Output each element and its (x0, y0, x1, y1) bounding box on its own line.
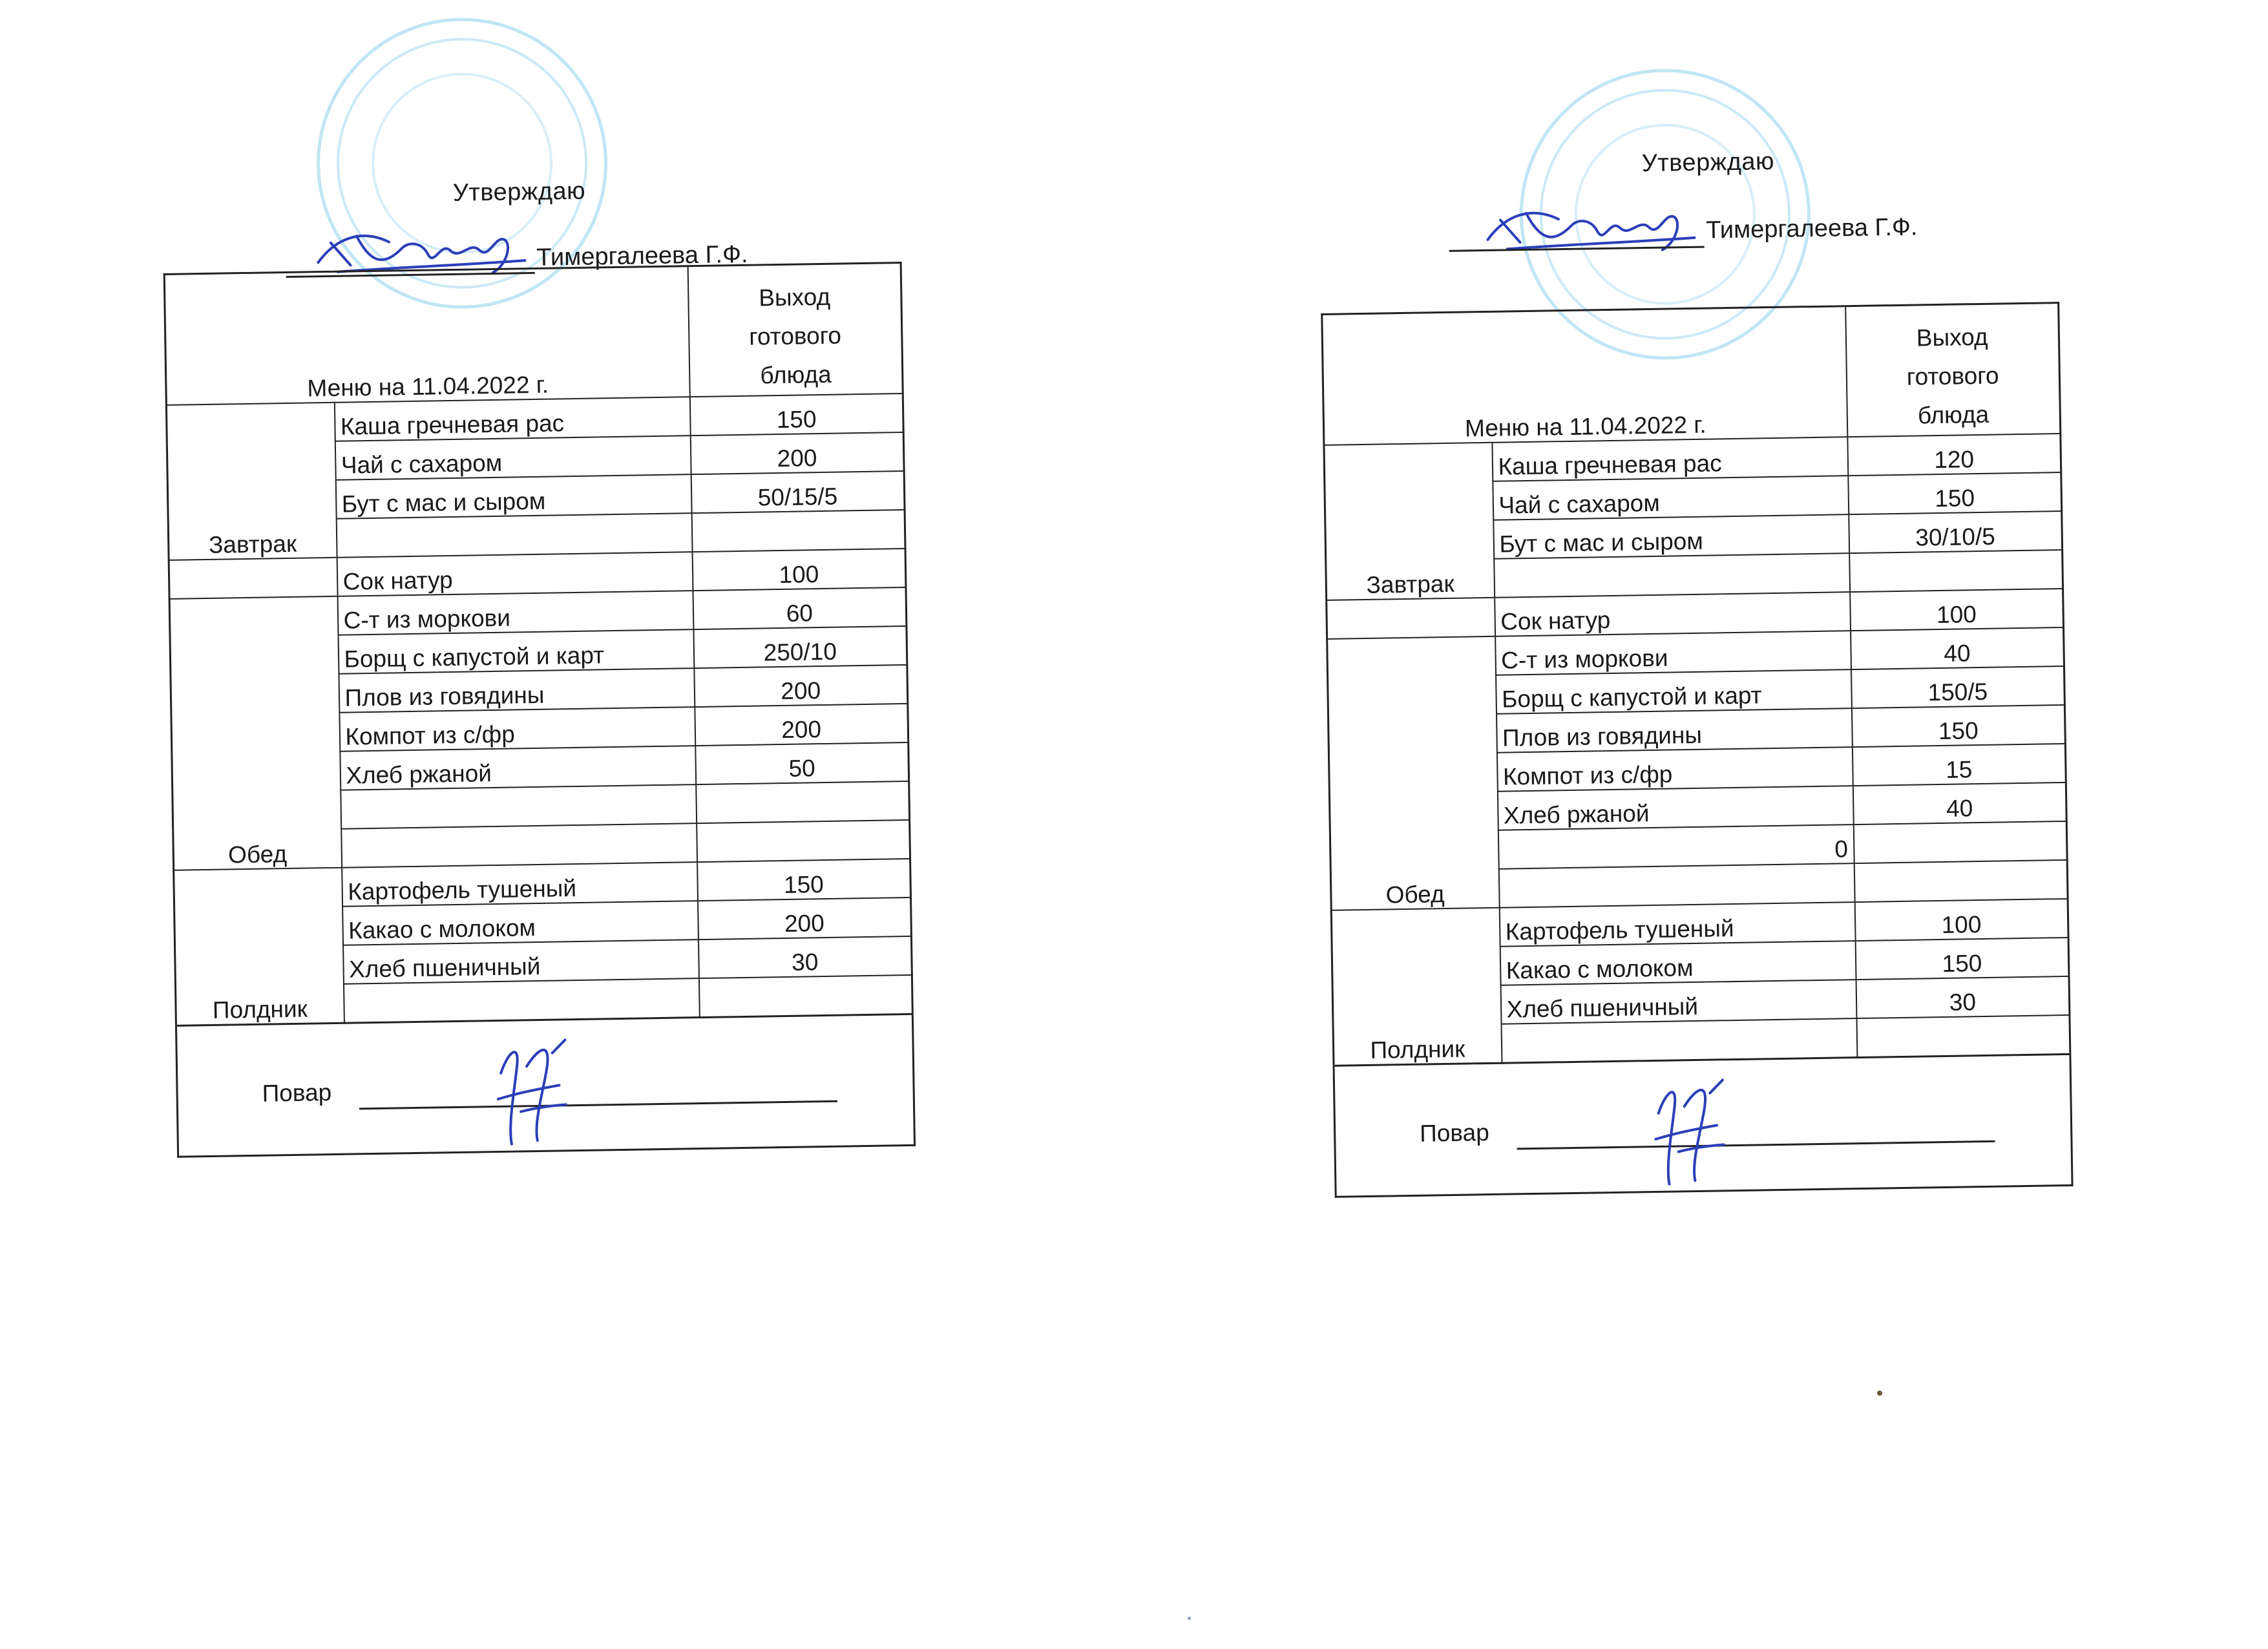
dish-name (341, 784, 697, 829)
dish-name: Чай с сахаром (335, 436, 691, 480)
dish-yield: 200 (695, 704, 908, 746)
meal-name (169, 558, 337, 599)
dish-yield: 120 (1847, 434, 2061, 476)
dish-yield: 150 (1855, 938, 2069, 980)
approval-block (1318, 127, 2057, 320)
dish-name: Плов из говядины (339, 668, 695, 713)
dish-name: Чай с сахаром (1493, 476, 1849, 520)
dish-name: Хлеб ржаной (340, 746, 696, 790)
paper-speck (1188, 1617, 1191, 1620)
approver-name: Тимергалеева Г.Ф. (1705, 213, 1918, 244)
dish-yield (1856, 1015, 2070, 1058)
dish-yield: 150/5 (1851, 666, 2065, 708)
menu-sheet-right (1318, 127, 2072, 1198)
dish-name (341, 823, 697, 868)
yield-header-line: блюда (1917, 401, 1990, 429)
meal-name: Полдник (1331, 908, 1502, 1066)
dish-name: Каша гречневая рас (334, 397, 690, 441)
cook-signature (481, 1027, 573, 1157)
dish-name: Сок натур (1495, 592, 1851, 636)
dish-name: Борщ с капустой и карт (338, 629, 694, 674)
dish-yield: 40 (1851, 627, 2064, 669)
dish-name (1501, 1018, 1857, 1063)
yield-header-line: готового (1906, 362, 1999, 390)
dish-yield: 30 (1856, 976, 2070, 1018)
cook-row (176, 1014, 914, 1157)
dish-yield (1849, 550, 2063, 592)
menu-title: Меню на 11.04.2022 г. (164, 266, 689, 405)
cook-signature-line (359, 1100, 837, 1110)
dish-yield: 50/15/5 (691, 471, 905, 513)
cook-label: Повар (262, 1079, 332, 1107)
cook-signature-line (1517, 1140, 1995, 1150)
yield-header-line: Выход (758, 283, 831, 311)
yield-header-line: готового (748, 322, 842, 350)
meal-name: Завтрак (166, 403, 337, 560)
header-row (164, 263, 903, 405)
paper-speck (1877, 1391, 1882, 1396)
dish-yield: 100 (1850, 589, 2064, 631)
dish-yield: 150 (697, 859, 911, 901)
dish-name: Сок натур (337, 552, 693, 596)
dish-name: Картофель тушеный (1499, 902, 1855, 947)
dish-name: Хлеб пшеничный (343, 940, 699, 984)
dish-name: Какао с молоком (1500, 941, 1856, 985)
header-row (1322, 303, 2061, 445)
dish-name: С-т из моркови (337, 591, 693, 635)
approver-name: Тимергалеева Г.Ф. (536, 240, 748, 271)
yield-header-line: Выход (1916, 323, 1988, 352)
dish-yield: 250/10 (693, 626, 907, 668)
approve-label: Утверждаю (1641, 147, 1775, 178)
cook-signature (1639, 1067, 1731, 1197)
dish-yield: 200 (690, 432, 904, 474)
dish-yield: 200 (698, 898, 912, 940)
yield-header (688, 263, 903, 397)
approver-signature (1480, 191, 1701, 269)
dish-yield: 200 (694, 665, 908, 707)
dish-yield (697, 820, 910, 862)
dish-name (1498, 863, 1854, 908)
dish-name (1494, 553, 1850, 598)
dish-name: Бут с мас и сыром (1493, 514, 1849, 559)
meal-name: Обед (169, 596, 342, 870)
dish-name: Бут с мас и сыром (335, 474, 691, 519)
dish-yield: 30/10/5 (1849, 511, 2063, 553)
dish-name: Хлеб ржаной (1497, 786, 1853, 830)
dish-name: Плов из говядины (1496, 708, 1853, 753)
dish-yield: 100 (692, 549, 906, 591)
meal-name: Полдник (174, 868, 344, 1026)
meal-name: Обед (1327, 636, 1500, 910)
dish-yield (1854, 860, 2068, 902)
dish-name: Каша гречневая рас (1492, 437, 1848, 481)
dish-yield: 40 (1853, 782, 2066, 824)
dish-yield: 15 (1852, 744, 2066, 786)
approval-block (160, 69, 899, 271)
dish-yield: 50 (695, 742, 909, 784)
dish-yield: 150 (1851, 705, 2065, 747)
dish-name: Борщ с капустой и карт (1496, 669, 1852, 714)
yield-header (1845, 303, 2061, 437)
meal-name (1327, 598, 1495, 639)
dish-name: Компот из с/фр (1496, 747, 1853, 792)
dish-yield: 60 (693, 587, 907, 629)
dish-name: Какао с молоком (342, 901, 698, 945)
yield-header-line: блюда (760, 361, 832, 389)
dish-name: 0 (1498, 824, 1854, 869)
meal-name: Завтрак (1324, 443, 1495, 600)
dish-yield (696, 781, 910, 823)
dish-yield: 150 (689, 394, 903, 436)
dish-name: С-т из моркови (1495, 631, 1851, 675)
approve-label: Утверждаю (452, 177, 586, 207)
menu-table (163, 262, 916, 1158)
dish-yield (691, 510, 905, 552)
dish-yield (1853, 821, 2067, 863)
dish-name: Картофель тушеный (342, 862, 698, 907)
dish-name (336, 513, 692, 558)
menu-title: Меню на 11.04.2022 г. (1322, 306, 1847, 445)
dish-yield: 100 (1854, 899, 2068, 941)
dish-name: Компот из с/фр (339, 707, 695, 751)
dish-name (343, 978, 699, 1023)
menu-table (1321, 302, 2073, 1198)
dish-yield: 150 (1848, 472, 2062, 514)
dish-name: Хлеб пшеничный (1500, 980, 1856, 1024)
dish-yield: 30 (698, 936, 912, 978)
menu-sheet-left (160, 69, 914, 1158)
cook-row (1334, 1054, 2072, 1197)
dish-yield (698, 975, 912, 1018)
cook-label: Повар (1419, 1119, 1490, 1147)
